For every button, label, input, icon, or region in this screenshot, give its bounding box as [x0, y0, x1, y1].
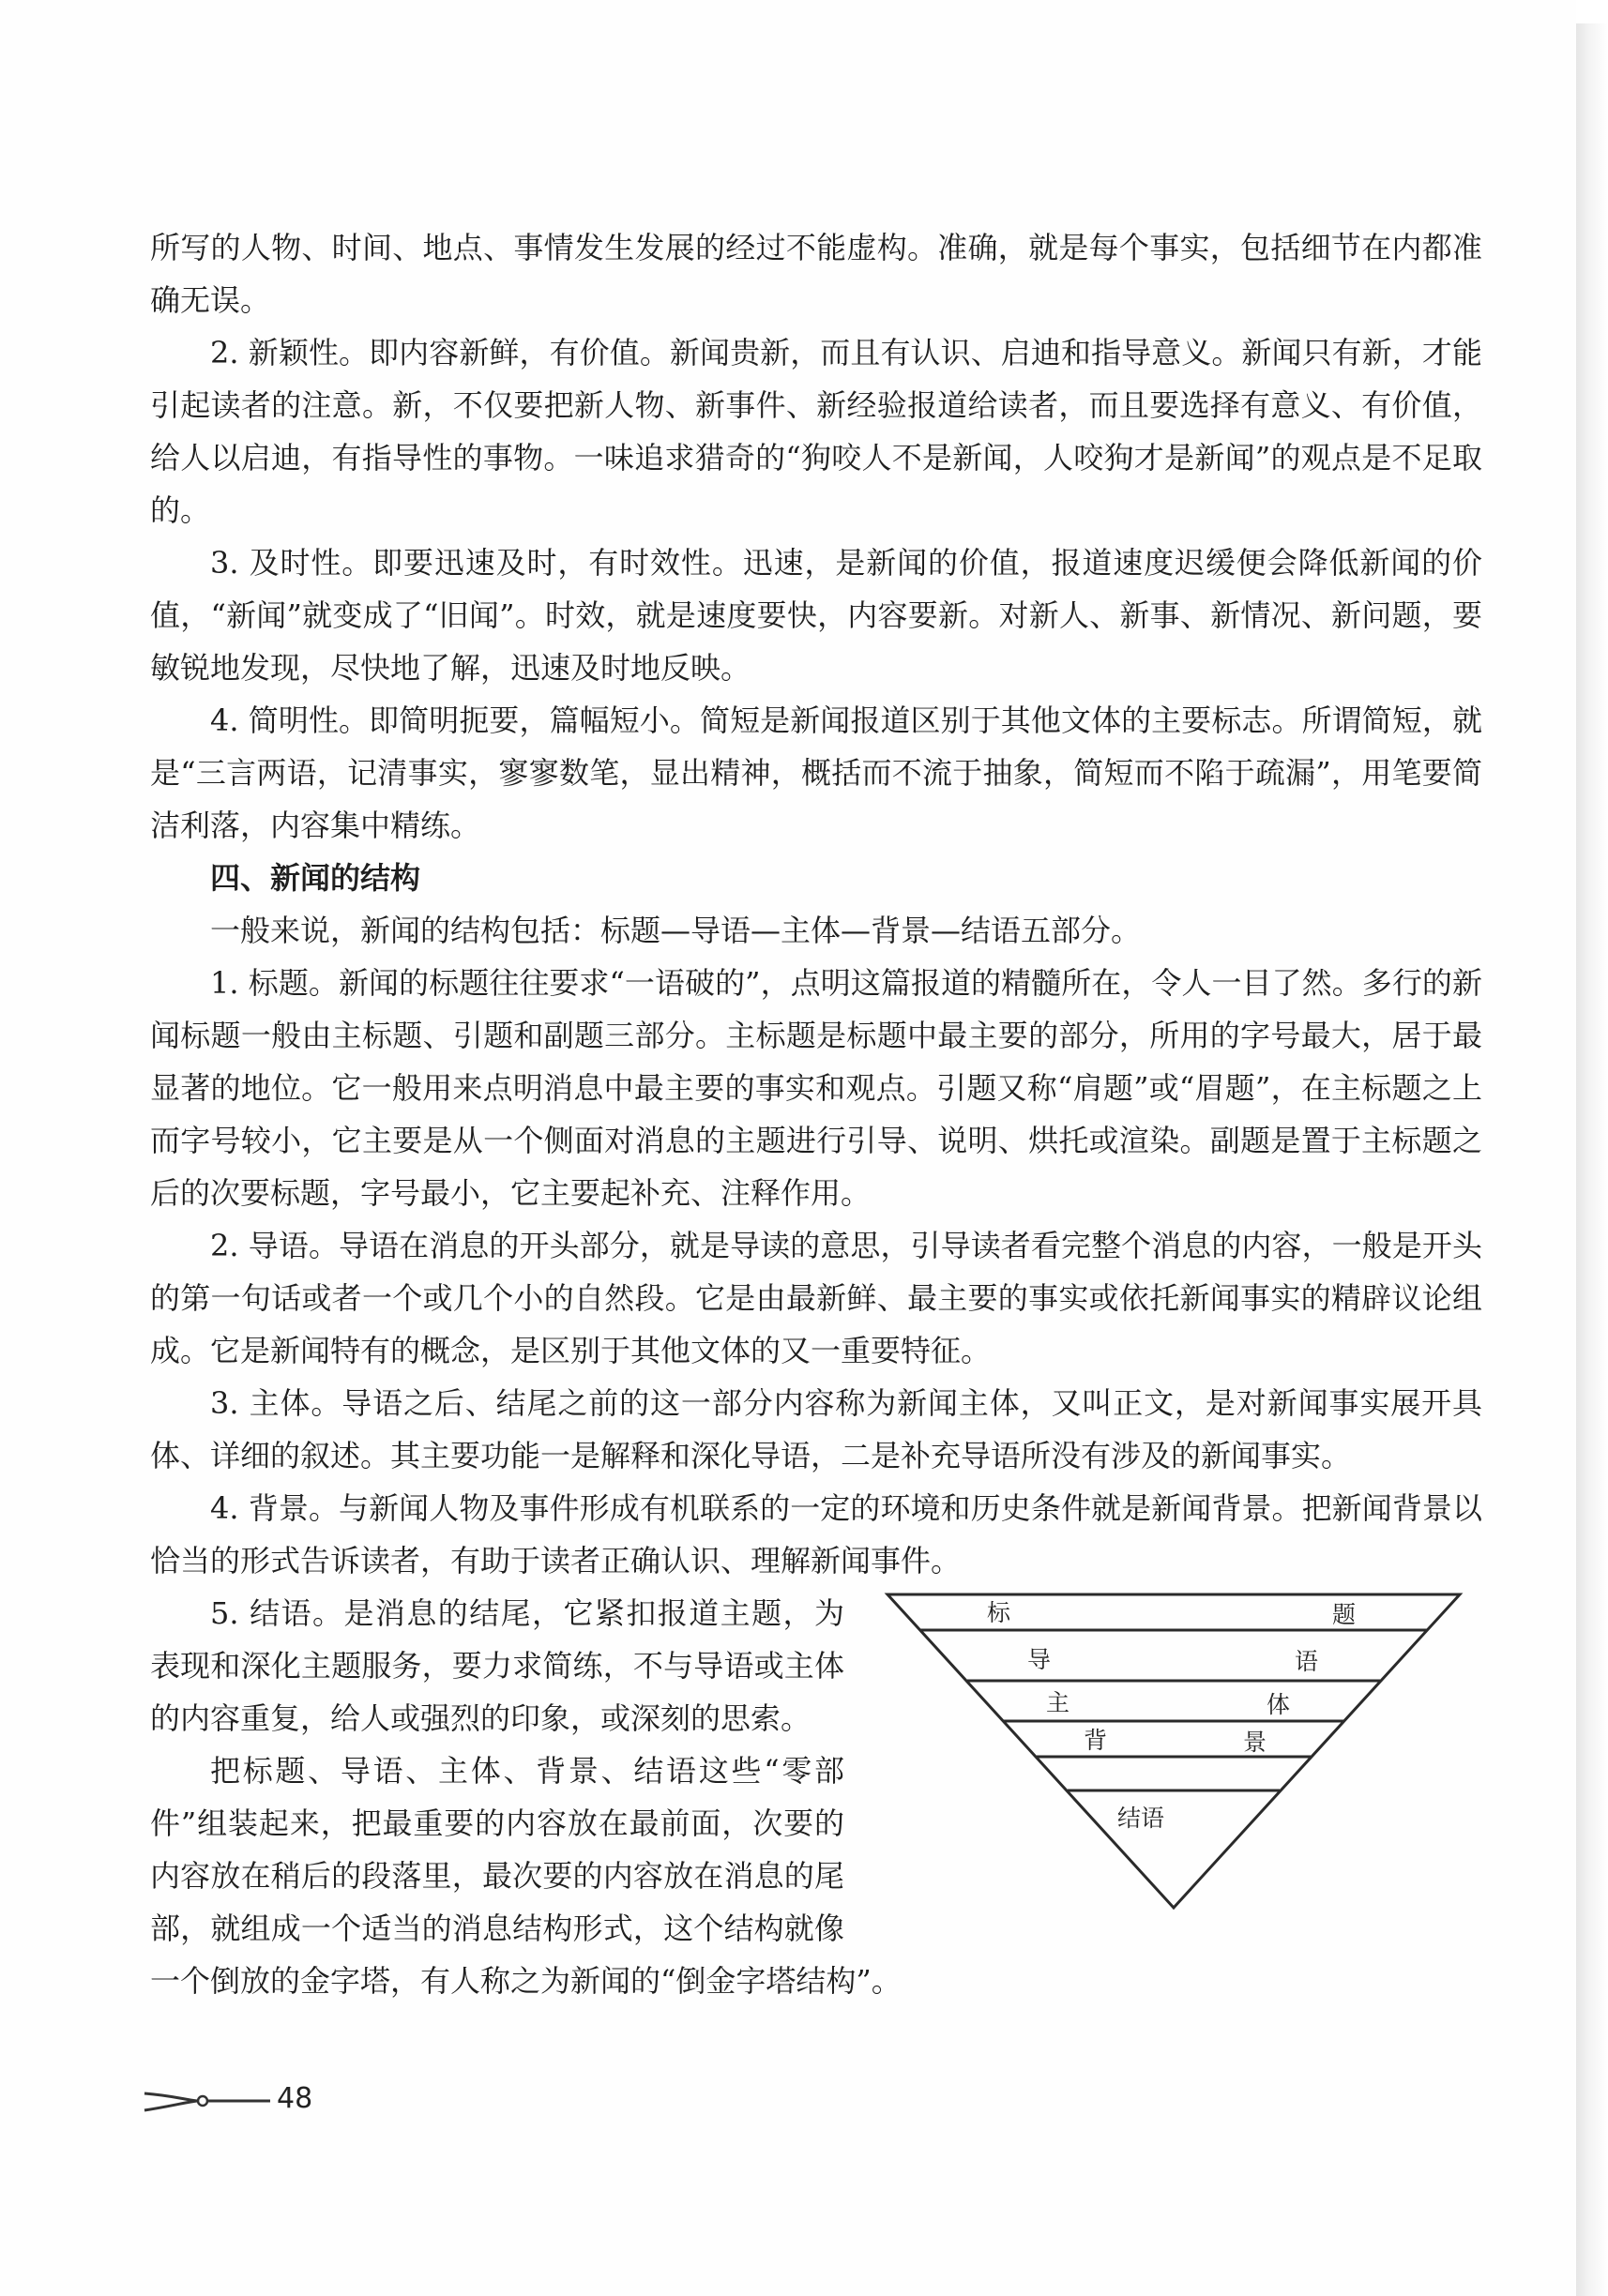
- page-edge-shadow: [1576, 23, 1608, 2296]
- page-number: 48: [277, 2082, 313, 2115]
- paragraph-novelty: 2. 新颖性。即内容新鲜，有价值。新闻贵新，而且有认识、启迪和指导意义。新闻只有新，才能引起读者的注意。新，不仅要把新人物、新事件、新经验报道给读者，而且要选择有意义、有价值，给人以启迪，有指导性的事物。一味追求猎奇的“狗咬人不是新闻，人咬狗才是新闻”的观点是不足取的。: [150, 335, 1482, 528]
- page-footer: [141, 2082, 460, 2120]
- layer-conclusion-label: 结语: [1117, 1805, 1165, 1832]
- scissors-ornament-icon: [141, 2082, 272, 2120]
- paragraph-conclusion: 5. 结语。是消息的结尾，它紧扣报道主题，为表现和深化主题服务，要力求简练，不与导语或主体的内容重复，给人或强烈的印象，或深刻的思索。: [150, 1595, 844, 1736]
- pyramid-outline: [887, 1594, 1460, 1908]
- layer-background-left: 背: [1084, 1727, 1108, 1754]
- paragraph-headline: 1. 标题。新闻的标题往往要求“一语破的”，点明这篇报道的精髓所在，令人一目了然。多行的新闻标题一般由主标题、引题和副题三部分。主标题是标题中最主要的部分，所用的字号最大，居于最显著的地位。它一般用来点明消息中最主要的事实和观点。引题又称“肩题”或“眉题”，在主标题之上而字号较小，它主要是从一个侧面对消息的主题进行引导、说明、烘托或渲染。副题是置于主标题之后的次要标题，字号最小，它主要起补充、注释作用。: [150, 965, 1482, 1211]
- layer-body-right: 体: [1267, 1691, 1291, 1718]
- paragraph-inverted-pyramid: 把标题、导语、主体、背景、结语这些“零部件”组装起来，把最重要的内容放在最前面，次要的内容放在稍后的段落里，最次要的内容放在消息的尾部，就组成一个适当的消息结构形式，这个结构就像一个倒放的金字塔，有人称之为新闻的“倒金字塔结构”。: [150, 1753, 902, 1999]
- inverted-pyramid-diagram: [882, 1587, 1482, 1915]
- paragraph-lead: 2. 导语。导语在消息的开头部分，就是导读的意思，引导读者看完整个消息的内容，一般是开头的第一句话或者一个或几个小的自然段。它是由最新鲜、最主要的事实或依托新闻事实的精辟议论组成。它是新闻特有的概念，是区别于其他文体的又一重要特征。: [150, 1228, 1482, 1368]
- body-text: [150, 221, 1482, 2007]
- paragraph-body: 3. 主体。导语之后、结尾之前的这一部分内容称为新闻主体，又叫正文，是对新闻事实展开具体、详细的叙述。其主要功能一是解释和深化导语，二是补充导语所没有涉及的新闻事实。: [150, 1385, 1482, 1473]
- paragraph-continuation: 所写的人物、时间、地点、事情发生发展的经过不能虚构。准确，就是每个事实，包括细节在内都准确无误。: [150, 230, 1482, 318]
- section-heading-news-structure: 四、新闻的结构: [210, 860, 421, 896]
- layer-headline-right: 题: [1332, 1601, 1357, 1628]
- paragraph-conciseness: 4. 简明性。即简明扼要，篇幅短小。简短是新闻报道区别于其他文体的主要标志。所谓简短，就是“三言两语，记清事实，寥寥数笔，显出精神，概括而不流于抽象，简短而不陷于疏漏”，用笔要简洁利落，内容集中精练。: [150, 702, 1482, 843]
- layer-background-right: 景: [1243, 1729, 1267, 1756]
- layer-body-left: 主: [1046, 1689, 1070, 1716]
- paragraph-background: 4. 背景。与新闻人物及事件形成有机联系的一定的环境和历史条件就是新闻背景。把新闻背景以恰当的形式告诉读者，有助于读者正确认识、理解新闻事件。: [150, 1490, 1482, 1578]
- paragraph-timeliness: 3. 及时性。即要迅速及时，有时效性。迅速，是新闻的价值，报道速度迟缓便会降低新闻的价值，“新闻”就变成了“旧闻”。时效，就是速度要快，内容要新。对新人、新事、新情况、新问题，要敏锐地发现，尽快地了解，迅速及时地反映。: [150, 545, 1482, 686]
- layer-lead-right: 语: [1295, 1648, 1319, 1675]
- layer-headline-left: 标: [987, 1599, 1011, 1626]
- layer-lead-left: 导: [1027, 1646, 1052, 1673]
- paragraph-structure-overview: 一般来说，新闻的结构包括：标题—导语—主体—背景—结语五部分。: [210, 913, 1142, 948]
